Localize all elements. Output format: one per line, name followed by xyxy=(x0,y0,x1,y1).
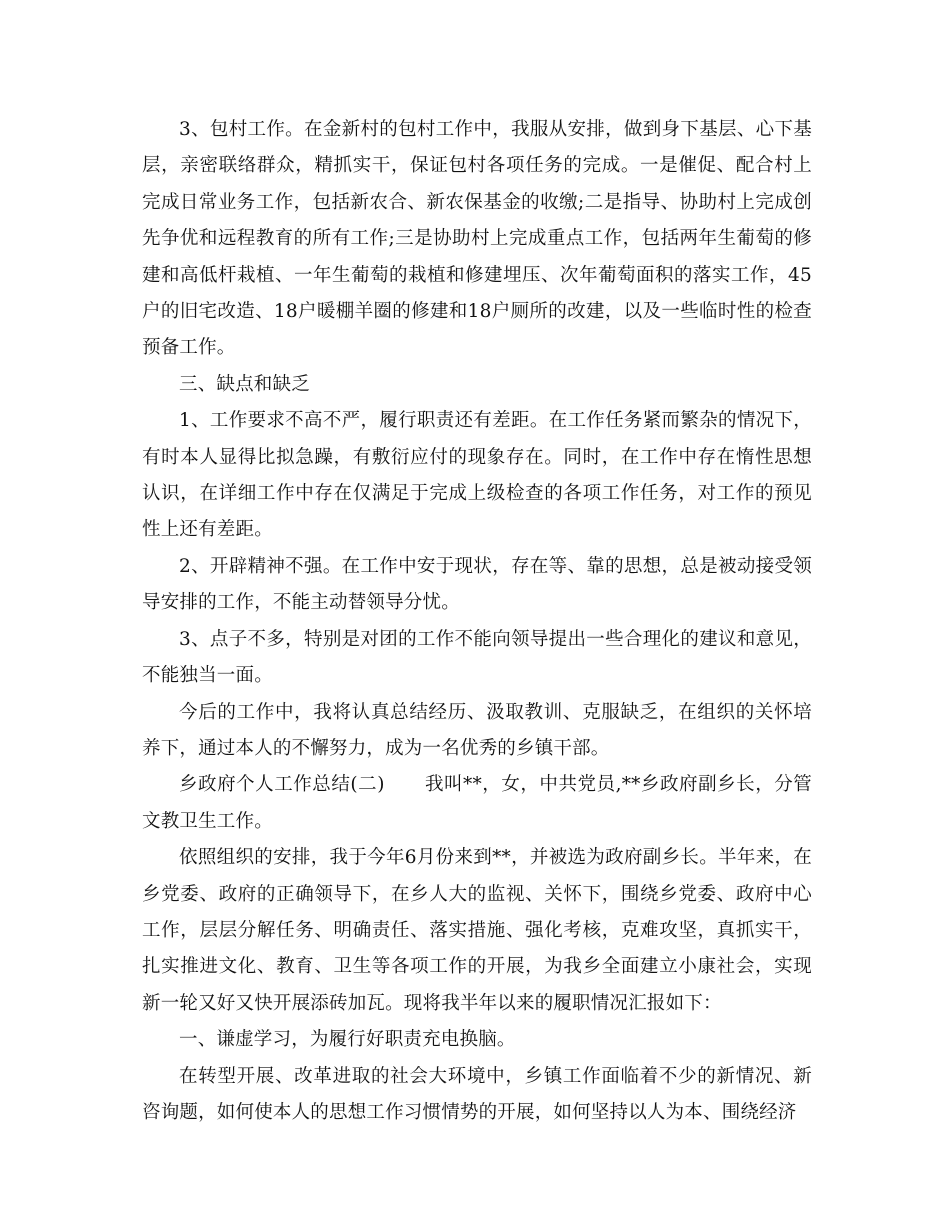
heading-study: 一、谦虚学习，为履行好职责充电换脑。 xyxy=(179,1029,516,1051)
paragraph-shortcoming-2: 2、开辟精神不强。在工作中安于现状，存在等、靠的思想，总是被动接受领导安排的工作，不能主动替领导分忧。 xyxy=(142,555,812,614)
paragraph-section-two xyxy=(142,767,812,840)
section-title: 乡政府个人工作总结(二) xyxy=(179,774,385,796)
document-page xyxy=(142,112,812,1131)
heading-shortcomings: 三、缺点和缺乏 xyxy=(179,373,310,395)
paragraph-village-work: 3、包村工作。在金新村的包村工作中，我服从安排，做到身下基层、心下基层，亲密联络群众，精抓实干，保证包村各项任务的完成。一是催促、配合村上完成日常业务工作，包括新农合、新农保基金的收缴;二是指导、协助村上完成创先争优和远程教育的所有工作;三是协助村上完成重点工作，包括两年生葡萄的修建和高低杆栽植、一年生葡萄的栽植和修建埋压、次年葡萄面积的落实工作，45户的旧宅改造、18户暖棚羊圈的修建和18户厕所的改建，以及一些临时性的检查预备工作。 xyxy=(142,119,812,359)
paragraph-shortcoming-3: 3、点子不多，特别是对团的工作不能向领导提出一些合理化的建议和意见，不能独当一面。 xyxy=(142,628,812,687)
section-intro: 我叫**，女，中共党员,**乡政府副乡长，分管文教卫生工作。 xyxy=(142,774,812,832)
paragraph-transformation: 在转型开展、改革进取的社会大环境中，乡镇工作面临着不少的新情况、新咨询题，如何使本人的思想工作习惯情势的开展，如何坚持以人为本、围绕经济 xyxy=(142,1065,812,1123)
paragraph-duty-report: 依照组织的安排，我于今年6月份来到**，并被选为政府副乡长。半年来，在乡党委、政府的正确领导下，在乡人大的监视、关怀下，围绕乡党委、政府中心工作，层层分解任务、明确责任、落实措施、强化考核，克难攻坚，真抓实干，扎实推进文化、教育、卫生等各项工作的开展，为我乡全面建立小康社会，实现新一轮又好又快开展添砖加瓦。现将我半年以来的履职情况汇报如下： xyxy=(142,847,812,1014)
paragraph-future-work: 今后的工作中，我将认真总结经历、汲取教训、克服缺乏，在组织的关怀培养下，通过本人的不懈努力，成为一名优秀的乡镇干部。 xyxy=(142,701,812,759)
paragraph-shortcoming-1: 1、工作要求不高不严，履行职责还有差距。在工作任务紧而繁杂的情况下，有时本人显得比拟急躁，有敷衍应付的现象存在。同时，在工作中存在惰性思想认识，在详细工作中存在仅满足于完成上级检查的各项工作任务，对工作的预见性上还有差距。 xyxy=(142,410,812,541)
